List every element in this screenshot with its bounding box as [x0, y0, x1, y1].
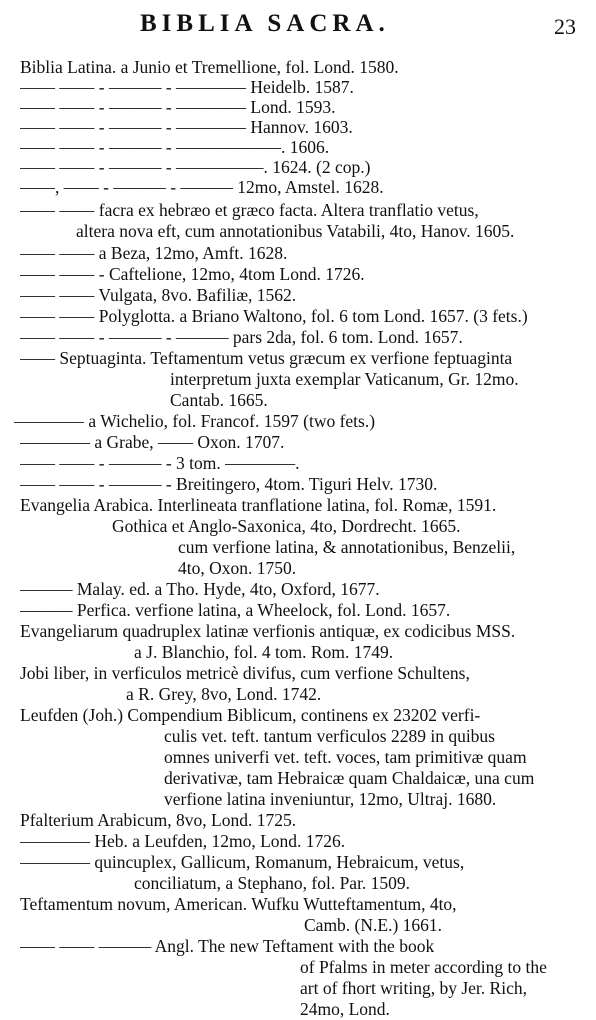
text-line: cum verfione latina, & annotationibus, Benzelii, — [178, 537, 516, 557]
text-line: —— —— - ——— - Breitingero, 4tom. Tiguri Helv. 1730. — [20, 474, 438, 494]
text-line: verfione latina inveniuntur, 12mo, Ultraj. 1680. — [164, 789, 497, 809]
text-line: ——, —— - ——— - ——— 12mo, Amstel. 1628. — [20, 177, 384, 197]
text-line: Biblia Latina. a Junio et Tremellione, fol. Lond. 1580. — [20, 57, 399, 77]
text-line: omnes univerfi vet. teft. voces, tam primitivæ quam — [164, 747, 527, 767]
text-line: a R. Grey, 8vo, Lond. 1742. — [126, 684, 322, 704]
text-line: culis vet. teft. tantum verficulos 2289 in quibus — [164, 726, 495, 746]
text-line: ———— quincuplex, Gallicum, Romanum, Hebraicum, vetus, — [20, 852, 465, 872]
text-line: ———— Heb. a Leufden, 12mo, Lond. 1726. — [20, 831, 346, 851]
text-line: —— —— - ——— - ——— pars 2da, fol. 6 tom. Lond. 1657. — [20, 327, 463, 347]
text-line: —— —— - ——— - 3 tom. ————. — [20, 453, 300, 473]
text-line: ———— a Grabe, —— Oxon. 1707. — [20, 432, 285, 452]
text-line: altera nova eft, cum annotationibus Vatabili, 4to, Hanov. 1605. — [76, 221, 515, 241]
text-line: Leufden (Joh.) Compendium Biblicum, continens ex 23202 verfi- — [20, 705, 481, 725]
text-line: —— —— - Caftelione, 12mo, 4tom Lond. 1726. — [20, 264, 365, 284]
text-line: —— —— facra ex hebræo et græco facta. Altera tranflatio vetus, — [20, 200, 479, 220]
text-line: —— —— Polyglotta. a Briano Waltono, fol. 6 tom Lond. 1657. (3 fets.) — [20, 306, 528, 326]
text-line: —— —— Vulgata, 8vo. Bafiliæ, 1562. — [20, 285, 297, 305]
text-line: Evangeliarum quadruplex latinæ verfionis antiquæ, ex codicibus MSS. — [20, 621, 516, 641]
page-header — [0, 6, 596, 40]
text-line: 4to, Oxon. 1750. — [178, 558, 297, 578]
text-line: Pfalterium Arabicum, 8vo, Lond. 1725. — [20, 810, 297, 830]
text-line: —— —— a Beza, 12mo, Amft. 1628. — [20, 243, 288, 263]
text-line: interpretum juxta exemplar Vaticanum, Gr. 12mo. — [170, 369, 519, 389]
text-line: ——— Perfica. verfione latina, a Wheelock, fol. Lond. 1657. — [20, 600, 451, 620]
text-line: —— —— - ——— - ———— Hannov. 1603. — [20, 117, 353, 137]
text-line: —— —— - ——— - ——————. 1606. — [20, 137, 330, 157]
text-line: derivativæ, tam Hebraicæ quam Chaldaicæ, una cum — [164, 768, 535, 788]
text-line: Gothica et Anglo-Saxonica, 4to, Dordrecht. 1665. — [112, 516, 461, 536]
text-line: —— —— ——— Angl. The new Teftament with the book — [20, 936, 435, 956]
text-line: —— Septuaginta. Teftamentum vetus græcum ex verfione feptuaginta — [20, 348, 513, 368]
page-number: 23 — [554, 14, 576, 39]
text-line: 24mo, Lond. — [300, 999, 390, 1019]
text-line: Camb. (N.E.) 1661. — [304, 915, 443, 935]
running-title: BIBLIA SACRA. — [140, 10, 390, 37]
text-line: Evangelia Arabica. Interlineata tranflatione latina, fol. Romæ, 1591. — [20, 495, 497, 515]
text-line: Cantab. 1665. — [170, 390, 268, 410]
text-line: —— —— - ——— - ———— Lond. 1593. — [20, 97, 336, 117]
text-line: art of fhort writing, by Jer. Rich, — [300, 978, 527, 998]
text-line: ——— Malay. ed. a Tho. Hyde, 4to, Oxford, 1677. — [20, 579, 380, 599]
text-line: conciliatum, a Stephano, fol. Par. 1509. — [134, 873, 411, 893]
text-line: —— —— - ——— - —————. 1624. (2 cop.) — [20, 157, 371, 177]
text-line: Teftamentum novum, American. Wufku Wutteftamentum, 4to, — [20, 894, 457, 914]
text-line: a J. Blanchio, fol. 4 tom. Rom. 1749. — [134, 642, 394, 662]
text-line: of Pfalms in meter according to the — [300, 957, 547, 977]
text-line: —— —— - ——— - ———— Heidelb. 1587. — [20, 77, 354, 97]
text-line: ———— a Wichelio, fol. Francof. 1597 (two fets.) — [14, 411, 376, 431]
text-line: Jobi liber, in verficulos metricè divifus, cum verfione Schultens, — [20, 663, 470, 683]
